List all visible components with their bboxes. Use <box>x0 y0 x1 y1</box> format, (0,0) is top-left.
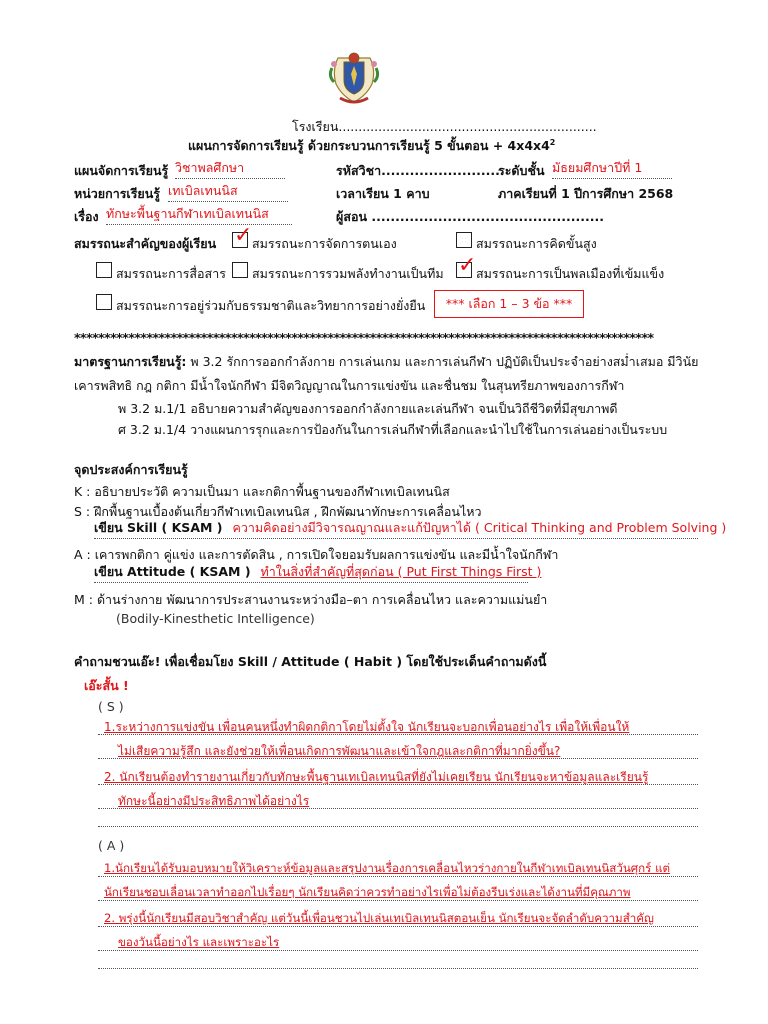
competency-self-management: สมรรถนะการจัดการตนเอง <box>252 236 397 251</box>
topic-label: เรื่อง <box>74 209 99 224</box>
skill-label: เขียน Skill ( KSAM ) <box>94 520 223 535</box>
objectives-heading: จุดประสงค์การเรียนรู้ <box>74 462 188 477</box>
competency-checkbox-higher-thinking[interactable] <box>456 232 472 248</box>
attitude-row <box>94 562 542 583</box>
unit-value-field <box>168 181 288 202</box>
answer-line <box>98 968 698 969</box>
topic-value-field <box>106 204 292 225</box>
attitude-question-2a: 2. พรุ่งนี้นักเรียนมีสอบวิชาสำคัญ แต่วันนี้เพื่อนชวนไปเล่นเทเบิลเทนนิสตอนเย็น นักเรียนจะจัดลำดับความสำคัญ <box>104 911 654 925</box>
objective-a: A : เคารพกติกา คู่แข่ง และการตัดสิน , การเปิดใจยอมรับผลการแข่งขัน และมีน้ำใจนักกีฬา <box>74 547 559 562</box>
objective-k: K : อธิบายประวัติ ความเป็นมา และกติกาพื้นฐานของกีฬาเทเบิลเทนนิส <box>74 484 450 499</box>
attitude-question-2b: ของวันนี้อย่างไร และเพราะอะไร <box>118 935 280 949</box>
skill-question-1b: ไม่เสียความรู้สึก และยังช่วยให้เพื่อนเกิดการพัฒนาและเข้าใจกฎและกติกาที่มากยิ่งขึ้น? <box>118 744 561 758</box>
skill-row <box>94 518 727 539</box>
answer-line <box>98 808 698 809</box>
competency-label: สมรรถนะสำคัญของผู้เรียน <box>74 236 217 251</box>
indicator-2: ศ 3.2 ม.1/4 วางแผนการรุกและการป้องกันในการเล่นกีฬาที่เลือกและนำไปใช้ในการเล่นอย่างเป็นระบบ <box>118 422 668 437</box>
indicator-1: พ 3.2 ม.1/1 อธิบายความสำคัญของการออกกำลังกายและเล่นกีฬา จนเป็นวิถีชีวิตที่มีสุขภาพดี <box>118 401 618 416</box>
competency-higher-thinking: สมรรถนะการคิดขั้นสูง <box>476 236 597 251</box>
answer-line <box>98 950 698 951</box>
competency-citizenship: สมรรถนะการเป็นพลเมืองที่เข้มแข็ง <box>476 266 665 281</box>
attitude-label: เขียน Attitude ( KSAM ) <box>94 564 251 579</box>
skill-question-1a: 1.ระหว่างการแข่งขัน เพื่อนคนหนึ่งทำผิดกติกาโดยไม่ตั้งใจ นักเรียนจะบอกเพื่อนอย่างไร เพื่อให้เพื่อนให้ <box>104 720 630 734</box>
plan-title <box>188 136 555 156</box>
answer-line <box>98 926 698 927</box>
plan-value: วิชาพลศึกษา <box>175 160 245 175</box>
checkmark-icon: ✓ <box>234 223 253 248</box>
plan-title-sup: 2 <box>549 137 556 147</box>
topic-value: ทักษะพื้นฐานกีฬาเทเบิลเทนนิส <box>106 206 269 221</box>
school-name: โรงเรียน................................................................. <box>292 119 597 134</box>
level-value: มัธยมศึกษาปีที่ 1 <box>552 160 643 175</box>
unit-label: หน่วยการเรียนรู้ <box>74 186 160 201</box>
school-emblem-logo <box>328 50 380 106</box>
competency-communication: สมรรถนะการสื่อสาร <box>116 266 226 281</box>
level-label: ระดับชั้น <box>498 163 545 178</box>
skill-question-2a: 2. นักเรียนต้องทำรายงานเกี่ยวกับทักษะพื้นฐานเทเบิลเทนนิสที่ยังไม่เคยเรียน นักเรียนจะหาข้อมูลและเรียนรู้ <box>104 770 649 784</box>
attitude-value: ทำในสิ่งที่สำคัญที่สุดก่อน ( Put First Things First ) <box>260 564 542 579</box>
plan-title-text: แผนการจัดการเรียนรู้ ด้วยกระบวนการเรียนรู้ 5 ขั้นตอน + 4x4x4 <box>188 138 550 153</box>
competency-checkbox-sustainability[interactable] <box>96 294 112 310</box>
skill-question-2b: ทักษะนี้อย่างมีประสิทธิภาพได้อย่างไร <box>118 794 310 808</box>
checkmark-icon: ✓ <box>458 253 477 278</box>
attitude-question-1b: นักเรียนชอบเลื่อนเวลาทำออกไปเรื่อยๆ นักเรียนคิดว่าควรทำอย่างไรเพื่อไม่ต้องรีบเร่งและได้งานที่มีคุณภาพ <box>104 885 631 899</box>
answer-line <box>98 876 698 877</box>
objective-m-intelligence: (Bodily-Kinesthetic Intelligence) <box>116 611 315 626</box>
level-value-field <box>552 158 672 179</box>
answer-line <box>98 900 698 901</box>
skill-questions-label: ( S ) <box>98 699 124 714</box>
answer-line <box>98 758 698 759</box>
answer-line <box>98 784 698 785</box>
questions-heading: คำถามชวนเอ๊ะ! เพื่อเชื่อมโยง Skill / Attitude ( Habit ) โดยใช้ประเด็นคำถามดังนี้ <box>74 654 547 669</box>
competency-checkbox-self-management[interactable] <box>232 223 253 248</box>
plan-label: แผนจัดการเรียนรู้ <box>74 163 169 178</box>
competency-teamwork: สมรรถนะการรวมพลังทำงานเป็นทีม <box>252 266 444 281</box>
eh-short-label: เอ๊ะสั้น ! <box>84 678 129 693</box>
plan-value-field <box>175 158 285 179</box>
standard-line-1 <box>74 352 698 372</box>
select-note-box: *** เลือก 1 – 3 ข้อ *** <box>434 290 584 318</box>
competency-checkbox-citizenship[interactable] <box>456 253 477 278</box>
competency-sustainability: สมรรถนะการอยู่ร่วมกับธรรมชาติและวิทยาการอย่างยั่งยืน <box>116 298 426 313</box>
answer-line <box>98 826 698 827</box>
separator-line: ************************************************************************************************ <box>74 330 654 345</box>
time-label: เวลาเรียน 1 คาบ <box>336 186 430 201</box>
competency-checkbox-communication[interactable] <box>96 262 112 278</box>
objective-m: M : ด้านร่างกาย พัฒนาการประสานงานระหว่างมือ–ตา การเคลื่อนไหว และความแม่นยำ <box>74 592 548 607</box>
answer-line <box>98 734 698 735</box>
unit-value: เทเบิลเทนนิส <box>168 183 238 198</box>
term-label: ภาคเรียนที่ 1 ปีการศึกษา 2568 <box>498 186 674 201</box>
skill-value: ความคิดอย่างมีวิจารณญาณและแก้ปัญหาได้ ( Critical Thinking and Problem Solving ) <box>232 520 727 535</box>
attitude-questions-label: ( A ) <box>98 838 125 853</box>
attitude-question-1a: 1.นักเรียนได้รับมอบหมายให้วิเคราะห์ข้อมูลและสรุปงานเรื่องการเคลื่อนไหวร่างกายในกีฬาเทเบิลเทนนิสวันศุกร์ แต่ <box>104 861 671 875</box>
standard-line-2: เคารพสิทธิ กฎ กติกา มีน้ำใจนักกีฬา มีจิตวิญญาณในการแข่งขัน และชื่นชม ในสุนทรียภาพของการกีฬา <box>74 378 625 393</box>
standard-label: มาตรฐานการเรียนรู้: <box>74 354 187 369</box>
code-label: รหัสวิชา......................... <box>336 163 500 178</box>
teacher-label: ผู้สอน ................................................. <box>336 209 605 224</box>
objective-s: S : ฝึกพื้นฐานเบื้องต้นเกี่ยวกีฬาเทเบิลเทนนิส , ฝึกพัฒนาทักษะการเคลื่อนไหว <box>74 504 482 519</box>
competency-checkbox-teamwork[interactable] <box>232 262 248 278</box>
standard-text-1: พ 3.2 รักการออกกำลังกาย การเล่นเกม และการเล่นกีฬา ปฏิบัติเป็นประจำอย่างสม่ำเสมอ มีวินัย <box>186 354 699 369</box>
